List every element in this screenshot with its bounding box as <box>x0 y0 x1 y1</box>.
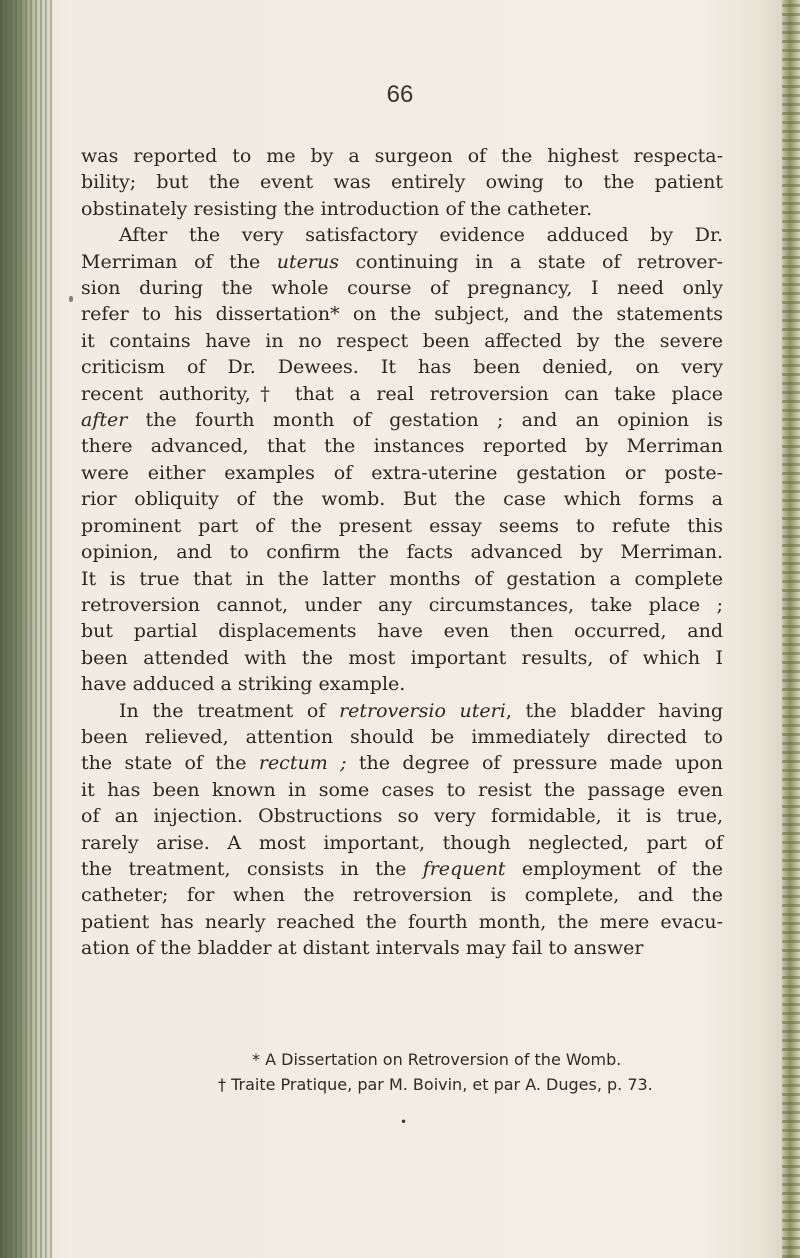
text-run: there advanced, that the instances reported by Merriman <box>81 435 723 458</box>
text-run: patient has nearly reached the fourth month, the mere evacu- <box>81 910 723 933</box>
paragraph <box>81 698 723 962</box>
text-line <box>81 301 723 327</box>
text-run: refer to his dissertation* on the subject, and the statements <box>81 303 723 326</box>
text-run: opinion, and to confirm the facts advanced by Merriman. <box>81 541 723 564</box>
italic-text: after <box>81 409 128 432</box>
text-run: the degree of pressure made upon <box>346 752 723 775</box>
text-line <box>81 803 723 829</box>
text-run: prominent part of the present essay seems to refute this <box>81 514 723 537</box>
text-line <box>81 433 723 459</box>
text-line <box>81 539 723 565</box>
text-line <box>81 354 723 380</box>
text-run: of an injection. Obstructions so very formidable, it is true, <box>81 805 723 828</box>
text-run: employment of the <box>505 857 724 880</box>
text-run: recent authority,† that a real retroversion can take place <box>81 382 723 405</box>
text-run: was reported to me by a surgeon of the highest respecta- <box>81 145 723 167</box>
italic-text: rectum ; <box>258 752 347 775</box>
text-run: In the treatment of <box>119 699 340 722</box>
text-line <box>81 830 723 856</box>
text-line <box>81 750 723 776</box>
text-run: were either examples of extra-uterine gestation or poste- <box>81 461 723 484</box>
book-binding-left <box>0 0 52 1258</box>
text-line <box>81 566 723 592</box>
paragraph <box>81 143 723 222</box>
page-number: 66 <box>386 81 414 108</box>
text-line <box>81 196 723 222</box>
footnote-1: * A Dissertation on Retroversion of the Womb. <box>252 1050 622 1069</box>
paragraph <box>81 222 723 697</box>
text-run: Merriman of the <box>81 250 277 273</box>
footnote-2: † Traite Pratique, par M. Boivin, et par A. Duges, p. 73. <box>218 1075 653 1094</box>
ink-smudge <box>69 296 73 302</box>
italic-text: uterus <box>276 250 339 273</box>
text-run: , the bladder having <box>505 699 724 722</box>
text-run: rarely arise. A most important, though neglected, part of <box>81 831 723 854</box>
text-run: the fourth month of gestation ; and an opinion is <box>127 409 723 432</box>
text-line <box>81 328 723 354</box>
text-line <box>81 169 723 195</box>
text-line <box>81 407 723 433</box>
text-run: obstinately resisting the introduction of the catheter. <box>81 197 593 220</box>
text-line <box>81 381 723 407</box>
text-line <box>81 513 723 539</box>
text-line <box>81 592 723 618</box>
text-line <box>81 618 723 644</box>
text-line <box>81 909 723 935</box>
text-run: continuing in a state of retrover- <box>338 250 723 273</box>
text-run: catheter; for when the retroversion is complete, and the <box>81 884 723 907</box>
text-run: criticism of Dr. Dewees. It has been denied, on very <box>81 356 723 379</box>
text-line <box>81 882 723 908</box>
text-run: sion during the whole course of pregnancy, I need only <box>81 277 723 300</box>
text-line <box>81 222 723 248</box>
stray-mark: • <box>400 1115 408 1129</box>
text-run: it contains have in no respect been affected by the severe <box>81 329 723 352</box>
text-run: it has been known in some cases to resist the passage even <box>81 778 723 801</box>
text-line <box>81 143 723 169</box>
text-run: retroversion cannot, under any circumstances, take place ; <box>81 593 723 616</box>
italic-text: retroversio uteri <box>339 699 506 722</box>
text-line <box>81 698 723 724</box>
text-line <box>81 460 723 486</box>
text-run: It is true that in the latter months of gestation a complete <box>81 567 723 590</box>
text-line <box>81 935 723 961</box>
text-line <box>81 275 723 301</box>
text-run: ation of the bladder at distant intervals may fail to answer <box>81 937 644 960</box>
text-run: the state of the <box>81 752 259 775</box>
text-line <box>81 645 723 671</box>
text-run: been attended with the most important results, of which I <box>81 646 723 669</box>
text-run: rior obliquity of the womb. But the case which forms a <box>81 488 723 511</box>
text-run: but partial displacements have even then occurred, and <box>81 620 723 643</box>
text-line <box>81 671 723 697</box>
text-run: bility; but the event was entirely owing to the patient <box>81 171 723 194</box>
text-line <box>81 249 723 275</box>
text-run: the treatment, consists in the <box>81 857 423 880</box>
text-run: After the very satisfactory evidence adduced by Dr. <box>119 224 723 247</box>
italic-text: frequent <box>422 857 506 880</box>
text-run: have adduced a striking example. <box>81 673 406 696</box>
page-edge-right <box>782 0 800 1258</box>
text-line <box>81 777 723 803</box>
text-line <box>81 856 723 882</box>
body-text <box>81 143 723 962</box>
text-line <box>81 486 723 512</box>
footnotes <box>80 1047 720 1097</box>
text-line <box>81 724 723 750</box>
text-run: been relieved, attention should be immediately directed to <box>81 725 723 748</box>
